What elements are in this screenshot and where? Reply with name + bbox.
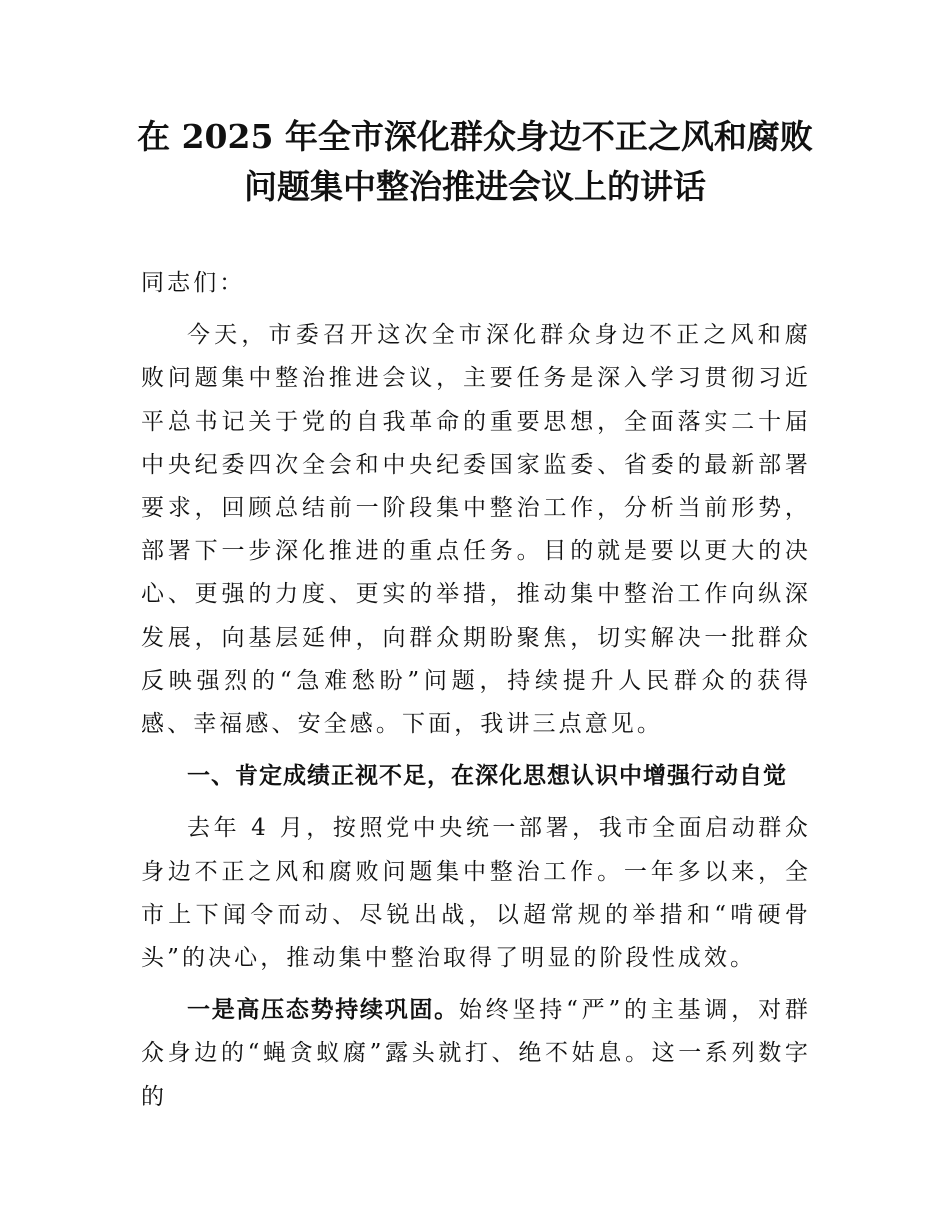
section-heading-1: 一、肯定成绩正视不足，在深化思想认识中增强行动自觉 [187, 763, 787, 790]
paragraph-point-1 [141, 989, 811, 1119]
title-line-1: 在 2025 年全市深化群众身边不正之风和腐败 [137, 117, 813, 156]
point-1-lead: 一是高压态势持续巩固。 [187, 997, 459, 1024]
document-body [141, 262, 811, 1119]
paragraph-intro: 今天，市委召开这次全市深化群众身边不正之风和腐败问题集中整治推进会议，主要任务是深入学习贯彻习近平总书记关于党的自我革命的重要思想，全面落实二十届中央纪委四次全会和中央纪委国家监委、省委的最新部署要求，回顾总结前一阶段集中整治工作，分析当前形势，部署下一步深化推进的重点任务。目的就是要以更大的决心、更强的力度、更实的举措，推动集中整治工作向纵深发展，向基层延伸，向群众期盼聚焦，切实解决一批群众反映强烈的“急难愁盼”问题，持续提升人民群众的获得感、幸福感、安全感。下面，我讲三点意见。 [141, 322, 811, 738]
point-1-text: 始终坚持“严”的主基调，对群众身边的“蝇贪蚁腐”露头就打、绝不姑息。这一系列数字的 [141, 997, 811, 1110]
document-title [100, 112, 850, 212]
title-line-2: 问题集中整治推进会议上的讲话 [244, 167, 706, 206]
paragraph-section1-intro: 去年 4 月，按照党中央统一部署，我市全面启动群众身边不正之风和腐败问题集中整治工作。一年多以来，全市上下闻令而动、尽锐出战，以超常规的举措和“啃硬骨头”的决心，推动集中整治取得了明显的阶段性成效。 [141, 815, 811, 972]
salutation: 同志们： [141, 270, 246, 296]
